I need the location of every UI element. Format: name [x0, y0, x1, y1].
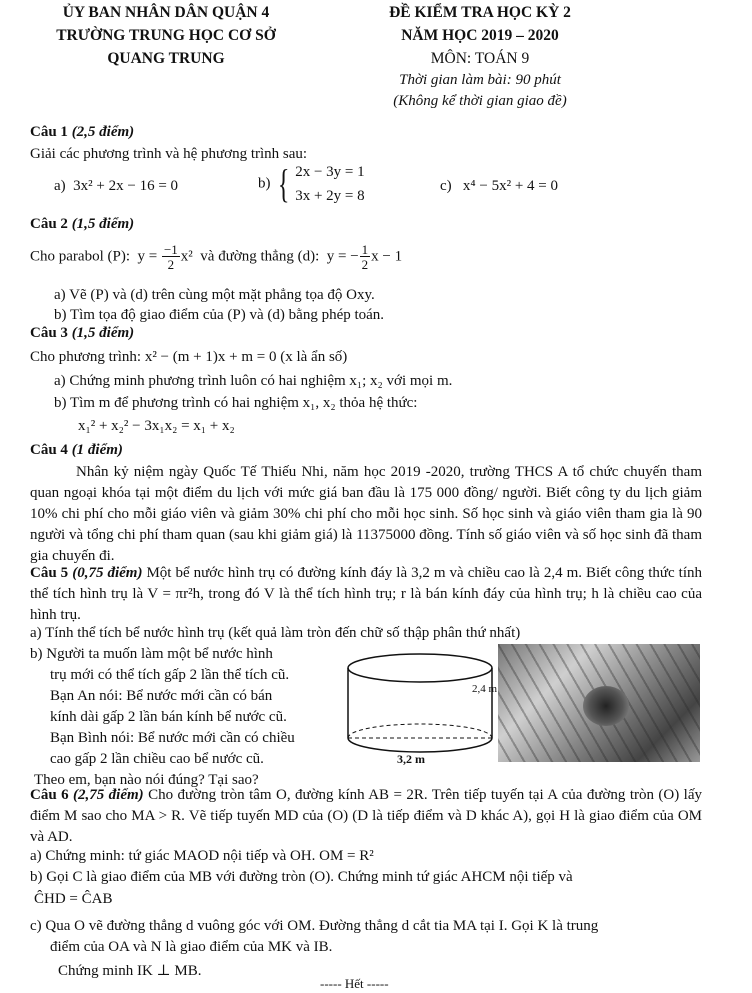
q5-part-b-line1: b) Người ta muốn làm một bể nước hình	[30, 646, 273, 662]
exam-year: NĂM HỌC 2019 – 2020	[401, 27, 559, 44]
q1-part-c: c) x⁴ − 5x² + 4 = 0	[440, 178, 559, 194]
q4-body: Nhân kỷ niệm ngày Quốc Tế Thiếu Nhi, năm học 2019 -2020, trường THCS A tổ chức chuyến tham quan ngoại khóa tại một điểm du lịch với mức giá ban đầu là 175 000 đồng/ người. Biết công ty du lịch giảm 10% chi phí cho mỗi giáo viên và giảm 30% chi phí cho mỗi học sinh. Số học sinh và giáo viên tham gia là 90 người và tổng chi phí tham quan (sau khi giảm giá) là 11375000 đồng. Tính số giáo viên và số học sinh đã tham gia chuyến đi.	[30, 464, 702, 564]
q6-part-c-line1: c) Qua O vẽ đường thẳng d vuông góc với OM. Đường thẳng d cắt tia MA tại I. Gọi K là trung	[30, 918, 599, 934]
q5-part-b-line3: Bạn An nói: Bể nước mới cần có bán	[50, 688, 273, 704]
q5-part-b-line6: cao gấp 2 lần chiều cao bể nước cũ.	[50, 751, 264, 767]
q5-part-b-line2: trụ mới có thể tích gấp 2 lần thể tích cũ.	[50, 667, 290, 683]
question-2-heading: Câu 2 (1,5 điểm)	[30, 216, 135, 232]
q2-part-a: a) Vẽ (P) và (d) trên cùng một mặt phẳng tọa độ Oxy.	[54, 287, 375, 303]
q2-statement: Cho parabol (P): y = $\frac{-1}{2}$ x² và đường thẳng (d): y = − $\frac{1}{2}$ x − 1	[30, 242, 403, 272]
question-1-intro: Giải các phương trình và hệ phương trình sau:	[30, 146, 308, 162]
exam-note: (Không kể thời gian giao đề)	[393, 93, 567, 109]
q6-part-b-line1: b) Gọi C là giao điểm của MB với đường tròn (O). Chứng minh tứ giác AHCM nội tiếp và	[30, 869, 573, 885]
q6-part-c-line2: điểm của OA và N là giao điểm của MK và IB.	[50, 939, 333, 955]
school-name-line2: QUANG TRUNG	[107, 50, 225, 67]
school-authority: ỦY BAN NHÂN DÂN QUẬN 4	[62, 4, 270, 21]
q3-intro: Cho phương trình: x² − (m + 1)x + m = 0 (x là ẩn số)	[30, 349, 348, 365]
water-tank-photo	[498, 644, 700, 762]
question-4-heading: Câu 4 (1 điểm)	[30, 442, 123, 458]
q1-part-b: b) { 2x − 3y = 1 3x + 2y = 8	[258, 161, 365, 206]
question-1-heading: Câu 1 (2,5 điểm)	[30, 124, 135, 140]
cylinder-top	[348, 654, 492, 682]
q5-part-b-line7: Theo em, bạn nào nói đúng? Tại sao?	[34, 772, 259, 788]
exam-title: ĐỀ KIỂM TRA HỌC KỲ 2	[389, 4, 571, 21]
exam-subject: MÔN: TOÁN 9	[430, 50, 530, 67]
question-3-heading: Câu 3 (1,5 điểm)	[30, 325, 135, 341]
q5-part-b-line5: Bạn Bình nói: Bể nước mới cần có chiều	[50, 730, 295, 746]
cylinder-bottom-front	[348, 738, 492, 752]
q6-part-b-line2: ĈHD = ĈAB	[34, 891, 113, 907]
q6-part-c-line3: Chứng minh IK ⊥ MB.	[58, 963, 202, 979]
q2-part-b: b) Tìm tọa độ giao điểm của (P) và (d) bằng phép toán.	[54, 307, 385, 323]
end-marker: ----- Hết -----	[320, 976, 389, 991]
q6-part-a: a) Chứng minh: tứ giác MAOD nội tiếp và OH. OM = R²	[30, 848, 374, 864]
q3-part-a: a) Chứng minh phương trình luôn có hai nghiệm x₁; x₂ với mọi m.	[54, 373, 453, 389]
q5-body: Câu 5 (0,75 điểm) Một bể nước hình trụ có đường kính đáy là 3,2 m và chiều cao là 2,4 m. Biết công thức tính thể tích hình trụ là V = πr²h, trong đó V là thể tích hình trụ; r là bán kính đáy của hình trụ; h là chiều cao của hình trụ.	[30, 565, 702, 623]
q1-part-a: a) 3x² + 2x − 16 = 0	[54, 178, 179, 194]
exam-time: Thời gian làm bài: 90 phút	[399, 72, 561, 88]
q3-part-b-equation: x₁² + x₂² − 3x₁x₂ = x₁ + x₂	[78, 418, 235, 434]
q5-part-a: a) Tính thể tích bể nước hình trụ (kết quả làm tròn đến chữ số thập phân thứ nhất)	[30, 625, 521, 641]
school-name-line1: TRƯỜNG TRUNG HỌC CƠ SỞ	[56, 27, 276, 44]
cylinder-bottom-back	[348, 724, 492, 738]
q3-part-b: b) Tìm m để phương trình có hai nghiệm x₁, x₂ thỏa hệ thức:	[54, 395, 418, 411]
q5-part-b-line4: kính dài gấp 2 lần bán kính bể nước cũ.	[50, 709, 287, 725]
q6-body: Câu 6 (2,75 điểm) Cho đường tròn tâm O, đường kính AB = 2R. Trên tiếp tuyến tại A của đường tròn (O) lấy điểm M sao cho MA > R. Vẽ tiếp tuyến MD của (O) (D là tiếp điểm và D khác A), gọi H là giao điểm của OM và AD.	[30, 787, 702, 845]
cylinder-height-label: 2,4 m	[472, 683, 498, 695]
cylinder-diameter-label: 3,2 m	[397, 752, 425, 766]
